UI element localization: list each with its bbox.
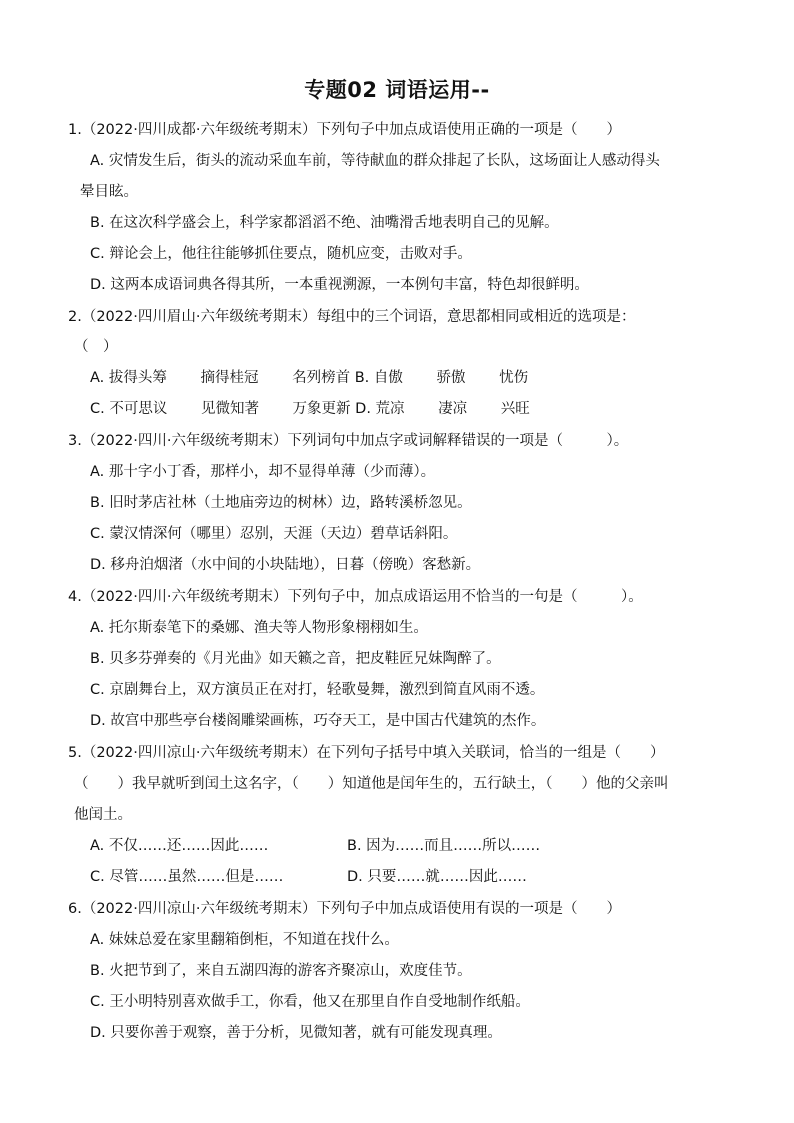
- question-1-option-b: B. 在这次科学盛会上，科学家都滔滔不绝、油嘴滑舌地表明自己的见解。: [90, 215, 559, 231]
- question-3-stem: 3.（2022·四川·六年级统考期末）下列词句中加点字或词解释错误的一项是（ ）。: [68, 433, 629, 449]
- question-3-option-a: A. 那十字小丁香，那样小，却不显得单薄（少而薄）。: [90, 464, 436, 480]
- question-3-option-c: C. 蒙汉情深何（哪里）忍别，天涯（天边）碧草话斜阳。: [90, 526, 458, 542]
- question-1-option-c: C. 辩论会上，他往往能够抓住要点，随机应变，击败对手。: [90, 246, 472, 262]
- question-2-option-cd: C. 不可思议 见微知著 万象更新 D. 荒凉 凄凉 兴旺: [90, 401, 530, 417]
- question-4-option-d: D. 故宫中那些亭台楼阁雕梁画栋，巧夺天工，是中国古代建筑的杰作。: [90, 713, 546, 729]
- question-4-option-a: A. 托尔斯泰笔下的桑娜、渔夫等人物形象栩栩如生。: [90, 620, 428, 636]
- question-3-option-d: D. 移舟泊烟渚（水中间的小块陆地），日暮（傍晚）客愁新。: [90, 557, 481, 573]
- question-4-option-c: C. 京剧舞台上，双方演员正在对打，轻歌曼舞，激烈到简直风雨不透。: [90, 682, 545, 698]
- question-5-option-a: A. 不仅……还……因此……: [90, 838, 269, 854]
- question-5-stem-cont-2: 他闰土。: [74, 807, 132, 823]
- question-6-option-b: B. 火把节到了，来自五湖四海的游客齐聚凉山，欢度佳节。: [90, 963, 472, 979]
- question-5-option-d: D. 只要……就……因此……: [347, 869, 527, 885]
- question-1-option-a-cont: 晕目眩。: [80, 184, 138, 200]
- question-3-option-b: B. 旧时茅店社林（土地庙旁边的树林）边，路转溪桥忽见。: [90, 495, 472, 511]
- question-6-option-c: C. 王小明特别喜欢做手工，你看，他又在那里自作自受地制作纸船。: [90, 994, 530, 1010]
- question-1-stem: 1.（2022·四川成都·六年级统考期末）下列句子中加点成语使用正确的一项是（ ）: [68, 122, 621, 138]
- question-4-stem: 4.（2022·四川·六年级统考期末）下列句子中，加点成语运用不恰当的一句是（ ）。: [68, 589, 643, 605]
- question-1-option-d: D. 这两本成语词典各得其所，一本重视溯源，一本例句丰富，特色却很鲜明。: [90, 277, 589, 293]
- question-6-stem: 6.（2022·四川凉山·六年级统考期末）下列句子中加点成语使用有误的一项是（ ）: [68, 901, 621, 917]
- question-5-option-b: B. 因为……而且……所以……: [347, 838, 541, 854]
- question-2-stem-cont: （ ）: [74, 339, 118, 355]
- question-6-option-d: D. 只要你善于观察，善于分析，见微知著，就有可能发现真理。: [90, 1025, 502, 1041]
- question-2-option-ab: A. 拔得头筹 摘得桂冠 名列榜首 B. 自傲 骄傲 忧伤: [90, 370, 529, 386]
- question-4-option-b: B. 贝多芬弹奏的《月光曲》如天籁之音，把皮鞋匠兄妹陶醉了。: [90, 651, 501, 667]
- question-5-stem-cont: （ ）我早就听到闰土这名字，（ ）知道他是闰年生的，五行缺土，（ ）他的父亲叫: [74, 776, 669, 792]
- question-5-option-c: C. 尽管……虽然……但是……: [90, 869, 284, 885]
- question-6-option-a: A. 妹妹总爱在家里翻箱倒柜，不知道在找什么。: [90, 932, 399, 948]
- question-5-stem: 5.（2022·四川凉山·六年级统考期末）在下列句子括号中填入关联词，恰当的一组是（ ）: [68, 745, 665, 761]
- question-1-option-a: A. 灾情发生后，街头的流动采血车前，等待献血的群众排起了长队，这场面让人感动得头: [90, 153, 660, 169]
- question-2-stem: 2.（2022·四川眉山·六年级统考期末）每组中的三个词语，意思都相同或相近的选项是：: [68, 309, 636, 325]
- page-title: 专题02 词语运用--: [304, 78, 490, 102]
